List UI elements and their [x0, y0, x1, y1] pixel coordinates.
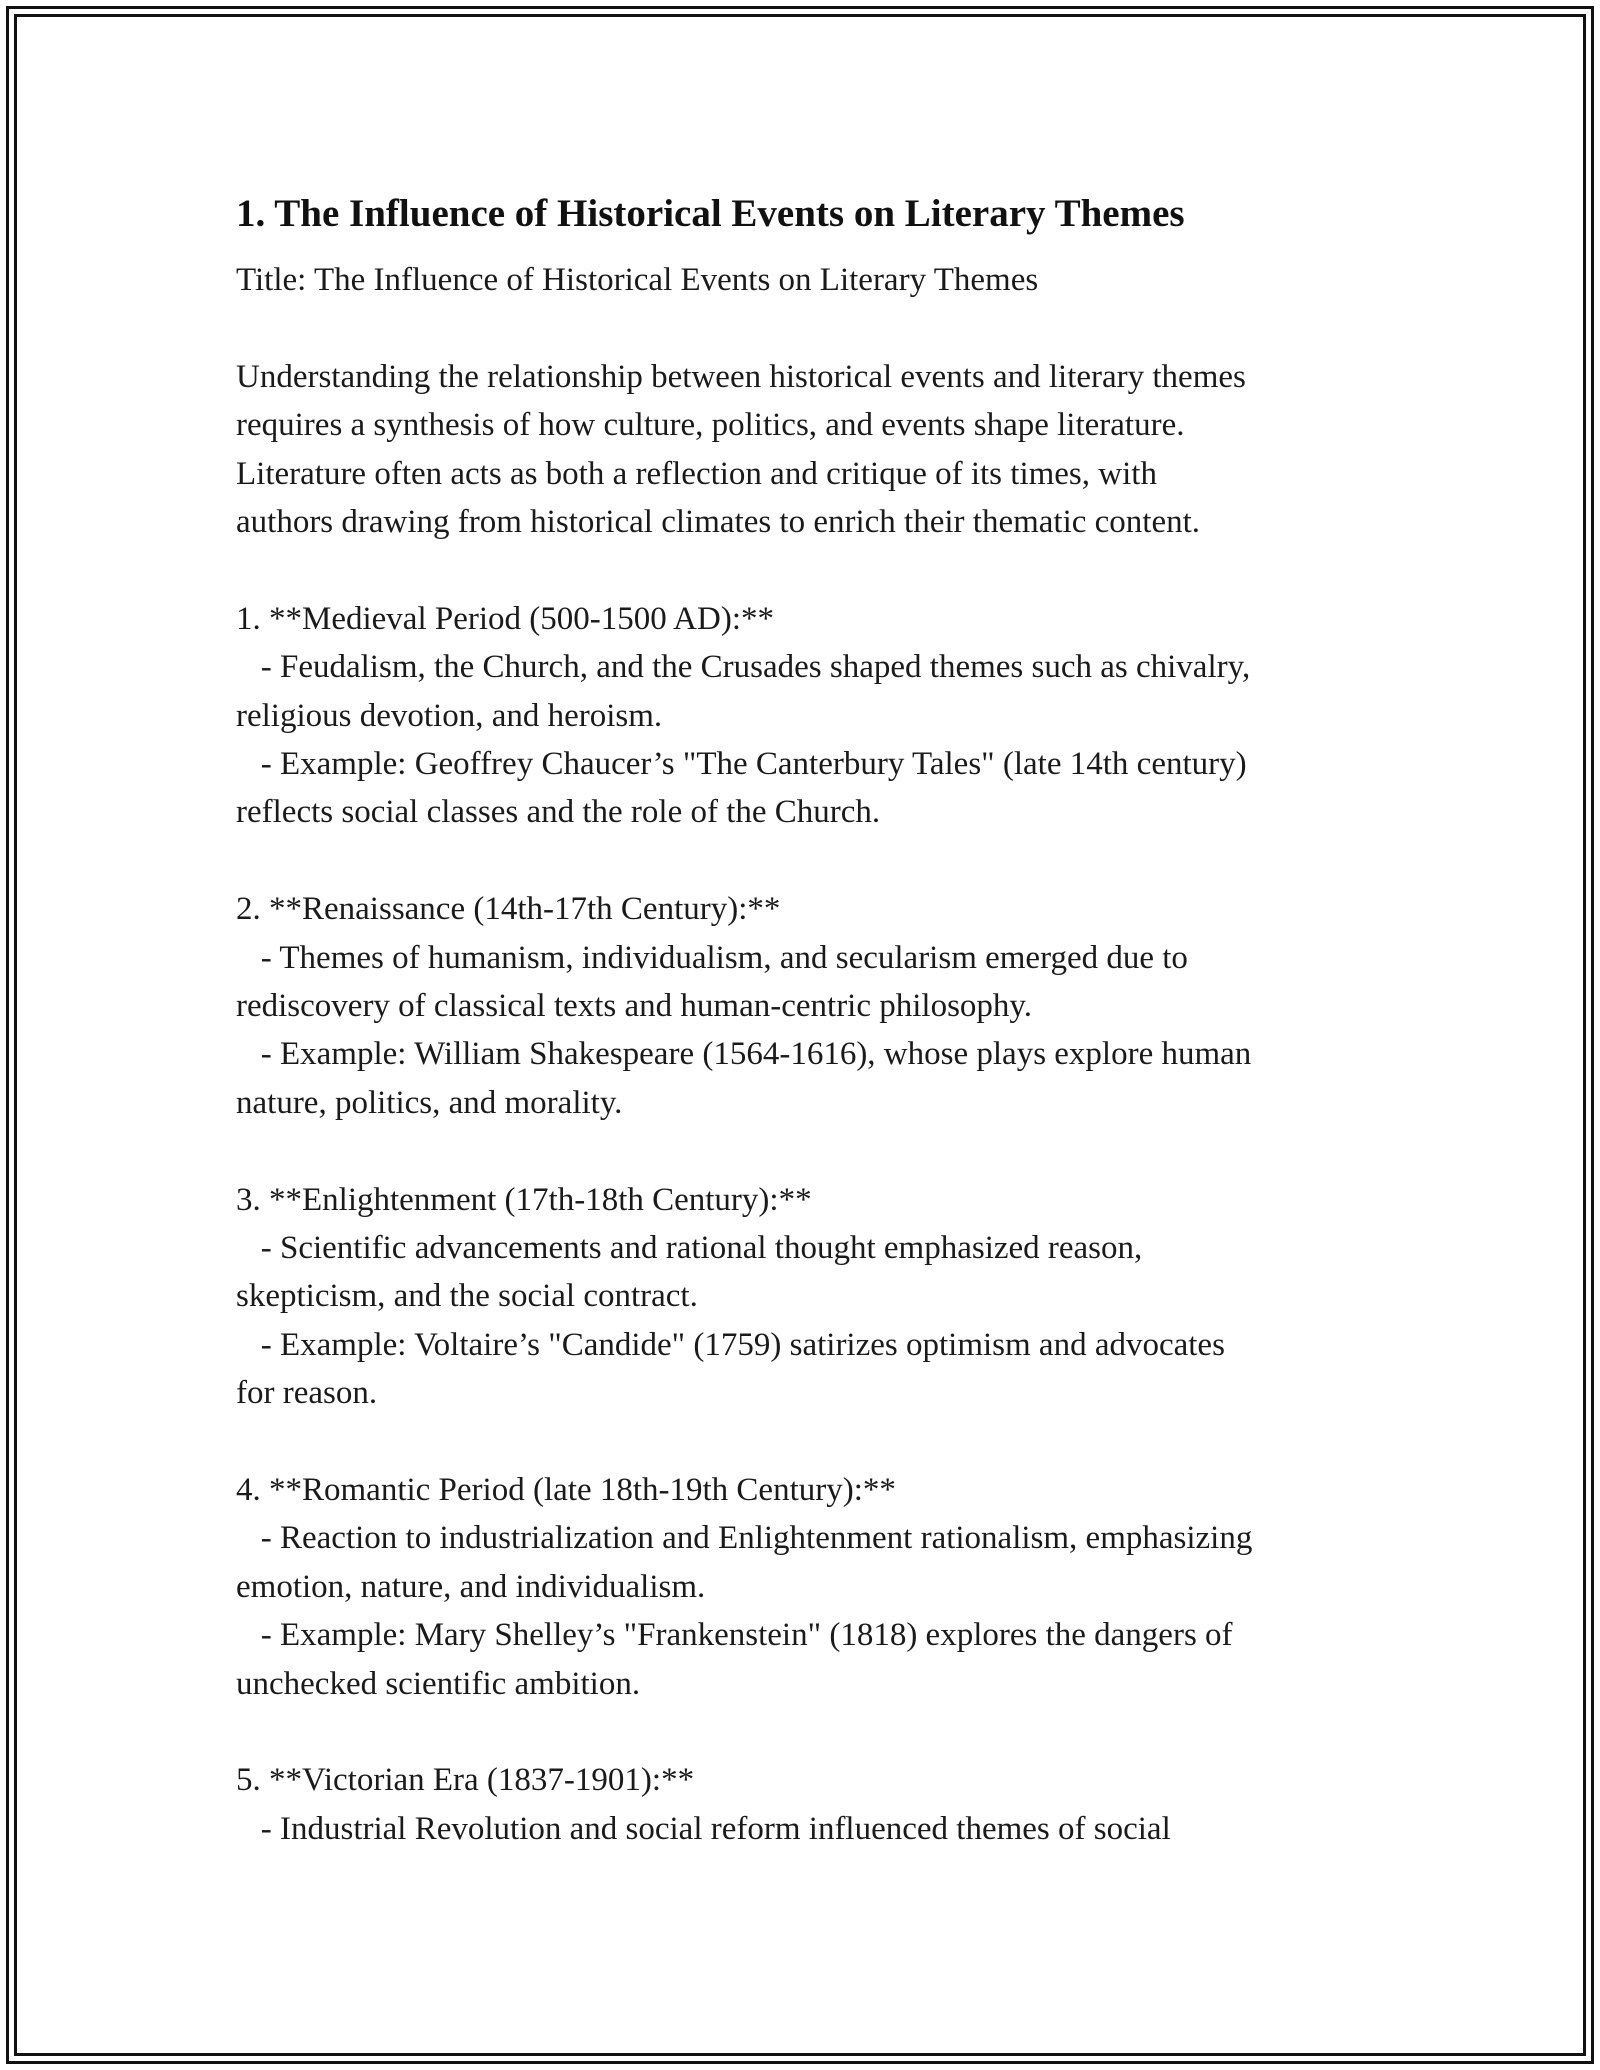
title-line: Title: The Influence of Historical Events on Literary Themes: [236, 262, 1039, 298]
section-example: - Example: William Shakespeare (1564-1616), whose plays explore human nature, politics, and morality.: [236, 1036, 1252, 1121]
section-bullet: - Reaction to industrialization and Enlightenment rationalism, emphasizing emotion, nature, and individualism.: [236, 1520, 1253, 1605]
section-example: - Example: Geoffrey Chaucer’s "The Canterbury Tales" (late 14th century) reflects social classes and the role of the Church.: [236, 746, 1247, 831]
spacer: [236, 1418, 1396, 1466]
section-example: - Example: Voltaire’s "Candide" (1759) satirizes optimism and advocates for reason.: [236, 1326, 1225, 1412]
section-renaissance: [236, 885, 1396, 1127]
section-victorian: [236, 1756, 1396, 1853]
section-header: 4. **Romantic Period (late 18th-19th Century):**: [236, 1472, 896, 1509]
section-header: 5. **Victorian Era (1837-1901):**: [236, 1762, 695, 1799]
section-header: 3. **Enlightenment (17th-18th Century):**: [236, 1181, 812, 1218]
section-bullet: - Scientific advancements and rational thought emphasized reason, skepticism, and the social contract.: [236, 1230, 1143, 1315]
section-bullet: - Themes of humanism, individualism, and secularism emerged due to rediscovery of classical texts and human-centric philosophy.: [236, 939, 1188, 1025]
spacer: [236, 1127, 1396, 1175]
section-romantic: [236, 1466, 1396, 1708]
document-body: [236, 182, 1396, 1853]
section-bullet: - Industrial Revolution and social reform influenced themes of social: [236, 1810, 1171, 1847]
section-medieval: [236, 595, 1396, 837]
document-heading: 1. The Influence of Historical Events on Literary Themes: [236, 192, 1185, 235]
spacer: [236, 304, 1396, 352]
spacer: [236, 837, 1396, 885]
section-bullet: - Feudalism, the Church, and the Crusades shaped themes such as chivalry, religious devotion, and heroism.: [236, 649, 1251, 734]
section-example: - Example: Mary Shelley’s "Frankenstein" (1818) explores the dangers of unchecked scientific ambition.: [236, 1617, 1233, 1702]
intro-paragraph: Understanding the relationship between historical events and literary themes requires a synthesis of how culture, politics, and events shape literature. Literature often acts as both a reflection and critique of its times, with authors drawing from historical climates to enrich their thematic content.: [236, 358, 1246, 540]
spacer: [236, 546, 1396, 594]
spacer: [236, 1708, 1396, 1756]
section-enlightenment: [236, 1176, 1396, 1418]
section-header: 1. **Medieval Period (500-1500 AD):**: [236, 600, 775, 637]
section-header: 2. **Renaissance (14th-17th Century):**: [236, 891, 781, 928]
